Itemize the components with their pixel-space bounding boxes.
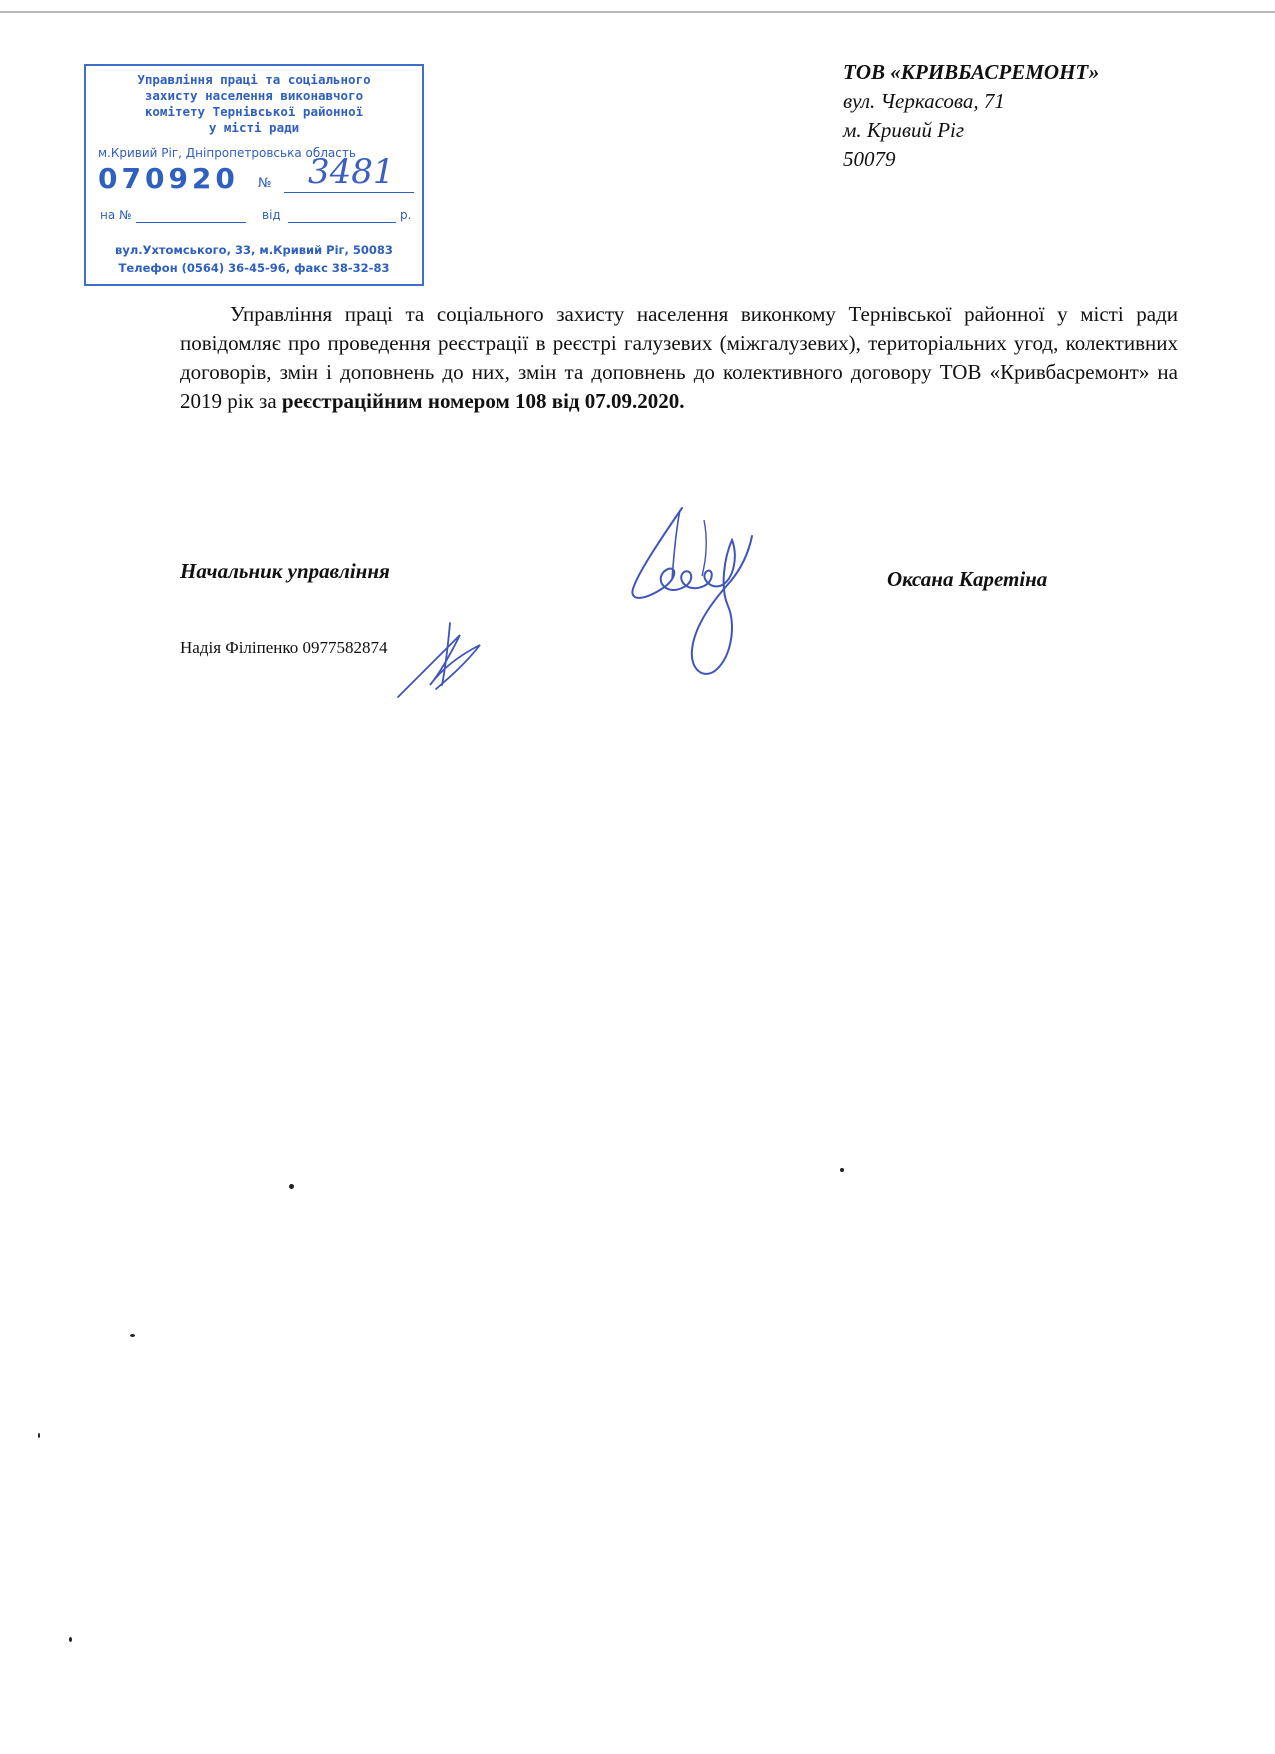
scan-speck <box>38 1433 40 1438</box>
addressee-company: ТОВ «КРИВБАСРЕМОНТ» <box>843 60 1100 84</box>
scan-speck <box>840 1168 844 1172</box>
initials-signature <box>390 615 490 705</box>
stamp-date: 070920 <box>98 162 239 195</box>
registration-stamp <box>84 64 424 286</box>
stamp-org-line-1: Управління праці та соціального <box>137 72 371 87</box>
stamp-ref-label: на № <box>100 208 132 222</box>
scan-speck <box>289 1184 294 1189</box>
stamp-number-label: № <box>258 176 272 191</box>
stamp-address: вул.Ухтомського, 33, м.Кривий Ріг, 50083 <box>115 243 393 257</box>
scan-speck <box>69 1637 72 1642</box>
stamp-ref-line-2 <box>288 222 396 223</box>
letter-body <box>180 300 1178 416</box>
signatory-name: Оксана Каретіна <box>887 567 1048 591</box>
stamp-number-line <box>284 192 414 193</box>
signatory-title: Начальник управління <box>180 559 390 583</box>
letter-registration-number: реєстраційним номером 108 від 07.09.2020. <box>281 389 685 413</box>
addressee-block <box>843 58 1099 174</box>
stamp-org-line-4: у місті ради <box>208 120 300 135</box>
stamp-org-line-3: комітету Тернівської районної <box>144 104 364 119</box>
addressee-city: м. Кривий Ріг <box>843 118 965 142</box>
contact-person: Надія Філіпенко 0977582874 <box>180 638 388 657</box>
letter-body-text: Управління праці та соціального захисту населення виконкому Тернівської районної у місті ради повідомляє про проведення реєстрації в реєстрі галузевих (міжгалузевих), територіальних угод, колективних договорів, змін і доповнень до них, змін та доповнень до колективного договору ТОВ «Кривбасремонт» на 2019 рік за <box>180 302 1178 413</box>
stamp-phone: Телефон (0564) 36-45-96, факс 38-32-83 <box>118 261 390 275</box>
stamp-ref-year-label: р. <box>400 208 412 222</box>
scan-speck <box>130 1334 135 1337</box>
handwritten-signature <box>620 500 800 680</box>
stamp-ref-line-1 <box>136 222 246 223</box>
addressee-zip: 50079 <box>843 147 896 171</box>
stamp-number-handwritten: 3481 <box>308 152 395 192</box>
stamp-ref-from-label: від <box>262 208 281 222</box>
scan-top-edge <box>0 11 1275 13</box>
addressee-street: вул. Черкасова, 71 <box>843 89 1005 113</box>
stamp-city: м.Кривий Ріг, Дніпропетровська область <box>98 146 356 160</box>
stamp-org-line-2: захисту населення виконавчого <box>144 88 364 103</box>
